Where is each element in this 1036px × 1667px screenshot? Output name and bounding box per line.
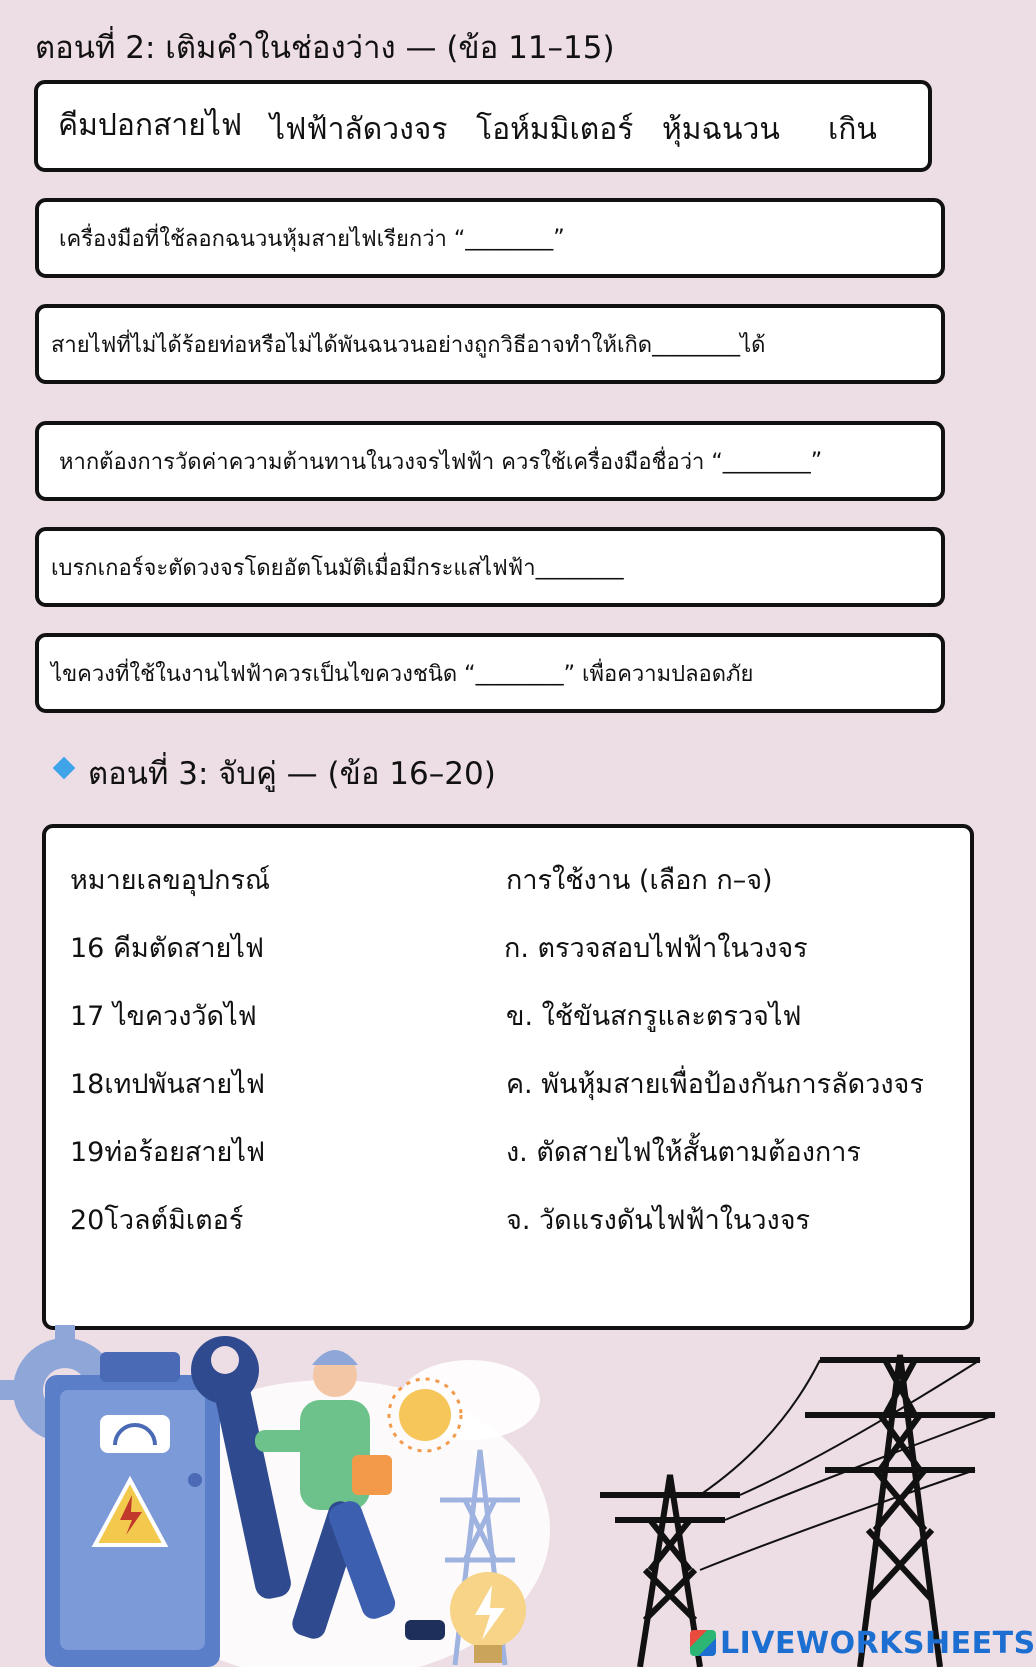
matching-box (42, 824, 974, 1330)
power-line (700, 1360, 995, 1570)
answer-blank[interactable]: ________ (475, 660, 564, 686)
question-text: สายไฟที่ไม่ได้ร้อยท่อหรือไม่ได้พันฉนวนอย่างถูกวิธีอาจทำให้เกิด (51, 332, 653, 358)
use-option-d[interactable]: ง. ตัดสายไฟให้สั้นตามต้องการ (506, 1137, 861, 1168)
question-text-end: ” (810, 448, 823, 474)
match-item-20[interactable]: 20โวลต์มิเตอร์ (70, 1205, 244, 1236)
match-item-18[interactable]: 18เทปพันสายไฟ (70, 1069, 265, 1100)
match-item-16[interactable]: 16 คีมตัดสายไฟ (70, 933, 265, 964)
word-bank-item: คีมปอกสายไฟ (58, 108, 243, 143)
diamond-bullet-icon (53, 757, 76, 780)
question-text: เบรกเกอร์จะตัดวงจรโดยอัตโนมัติเมื่อมีกระแสไฟฟ้า (51, 555, 536, 581)
question-text-end: ” เพื่อความปลอดภัย (563, 661, 754, 687)
logo-text: LIVEWORKSHEETS (720, 1626, 1036, 1661)
answer-blank[interactable]: ________ (652, 331, 741, 357)
answer-blank[interactable]: ________ (465, 225, 554, 251)
sun-icon (399, 1389, 451, 1441)
power-pylon-icon (600, 1355, 995, 1667)
match-item-17[interactable]: 17 ไขควงวัดไฟ (70, 1001, 257, 1032)
electrician-illustration (0, 1320, 1000, 1667)
question-text: ไขควงที่ใช้ในงานไฟฟ้าควรเป็นไขควงชนิด “ (51, 661, 476, 687)
use-option-c[interactable]: ค. พันหุ้มสายเพื่อป้องกันการลัดวงจร (506, 1069, 924, 1100)
question-11 (35, 198, 945, 278)
liveworksheets-logo (690, 1626, 1036, 1661)
match-item-19[interactable]: 19ท่อร้อยสายไฟ (70, 1137, 266, 1168)
right-column-header: การใช้งาน (เลือก ก–จ) (506, 865, 773, 896)
question-15 (35, 633, 945, 713)
word-bank (34, 80, 932, 172)
question-text-end: ” (553, 225, 565, 251)
question-14 (35, 527, 945, 607)
left-column-header: หมายเลขอุปกรณ์ (70, 865, 271, 896)
liveworksheets-logo-icon (690, 1630, 716, 1656)
question-text: หากต้องการวัดค่าความต้านทานในวงจรไฟฟ้า ควรใช้เครื่องมือชื่อว่า “ (59, 449, 723, 475)
word-bank-item: หุ้มฉนวน (662, 112, 780, 147)
word-bank-item: ไฟฟ้าลัดวงจร (270, 112, 448, 147)
word-bank-item: เกิน (828, 112, 877, 147)
use-option-a[interactable]: ก. ตรวจสอบไฟฟ้าในวงจร (504, 933, 808, 964)
question-text-end: ได้ (740, 332, 766, 358)
question-12 (35, 304, 945, 384)
answer-blank[interactable]: ________ (722, 448, 811, 474)
part2-heading: ตอนที่ 2: เติมคำในช่องว่าง — (ข้อ 11–15) (35, 30, 615, 66)
use-option-e[interactable]: จ. วัดแรงดันไฟฟ้าในวงจร (506, 1205, 811, 1236)
question-text: เครื่องมือที่ใช้ลอกฉนวนหุ้มสายไฟเรียกว่า “ (59, 226, 466, 252)
word-bank-item: โอห์มมิเตอร์ (476, 112, 634, 147)
use-option-b[interactable]: ข. ใช้ขันสกรูและตรวจไฟ (506, 1001, 802, 1032)
answer-blank[interactable]: ________ (535, 554, 624, 580)
question-13 (35, 421, 945, 501)
part3-heading: ตอนที่ 3: จับคู่ — (ข้อ 16–20) (88, 756, 496, 792)
